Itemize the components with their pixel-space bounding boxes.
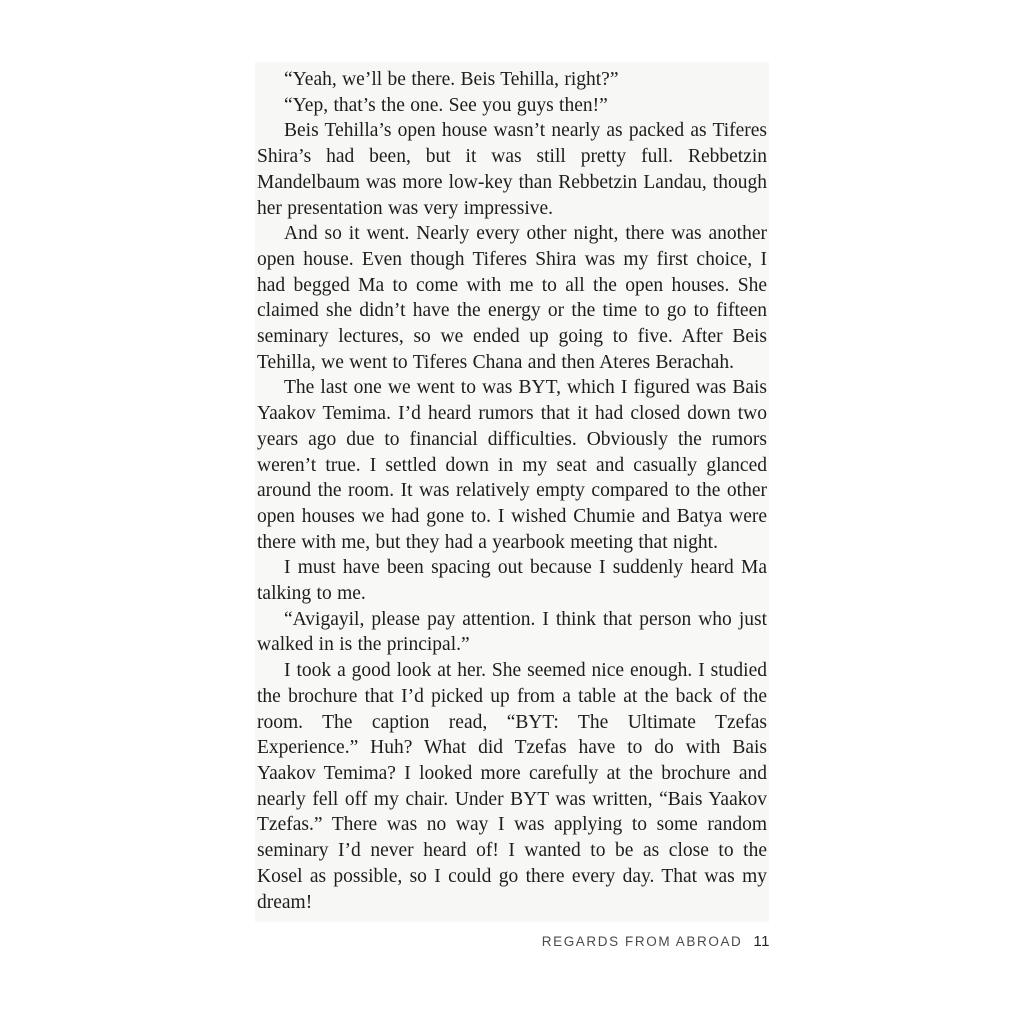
paragraph: I must have been spacing out because I suddenly heard Ma talking to me. bbox=[257, 557, 767, 605]
paragraph: Beis Tehilla’s open house wasn’t nearly as packed as Tiferes Shira’s had been, but it was still pretty full. Rebbetzin Mandelbaum was more low-key than Rebbetzin Landau, though her presentation was very impressive. bbox=[257, 120, 767, 219]
paragraph: And so it went. Nearly every other night, there was another open house. Even though Tiferes Shira was my first choice, I had begged Ma to come with me to all the open houses. She claimed she didn’t have the energy or the time to go to fifteen seminary lectures, so we ended up going to five. After Beis Tehilla, we went to Tiferes Chana and then Ateres Berachah. bbox=[257, 223, 767, 373]
paragraph: I took a good look at her. She seemed nice enough. I studied the brochure that I’d picked up from a table at the back of the room. The caption read, “BYT: The Ultimate Tzefas Experience.” Huh? What did Tzefas have to do with Bais Yaakov Temima? I looked more carefully at the brochure and nearly fell off my chair. Under BYT was written, “Bais Yaakov Tzefas.” There was no way I was applying to some random seminary I’d never heard of! I wanted to be as close to the Kosel as possible, so I could go there every day. That was my dream! bbox=[257, 660, 767, 913]
paragraph: “Avigayil, please pay attention. I think that person who just walked in is the principal.” bbox=[257, 608, 767, 656]
page-number: 11 bbox=[753, 933, 770, 950]
paragraph: “Yeah, we’ll be there. Beis Tehilla, right?” bbox=[284, 69, 619, 90]
text-block bbox=[255, 62, 769, 922]
page-footer bbox=[255, 933, 770, 951]
paragraph: “Yep, that’s the one. See you guys then!” bbox=[284, 94, 608, 116]
paragraph: The last one we went to was BYT, which I figured was Bais Yaakov Temima. I’d heard rumors that it had closed down two years ago due to financial difficulties. Obviously the rumors weren’t true. I settled down in my seat and casually glanced around the room. It was relatively empty compared to the other open houses we had gone to. I wished Chumie and Batya were there with me, but they had a yearbook meeting that night. bbox=[257, 377, 767, 553]
running-head: REGARDS FROM ABROAD bbox=[541, 934, 743, 949]
